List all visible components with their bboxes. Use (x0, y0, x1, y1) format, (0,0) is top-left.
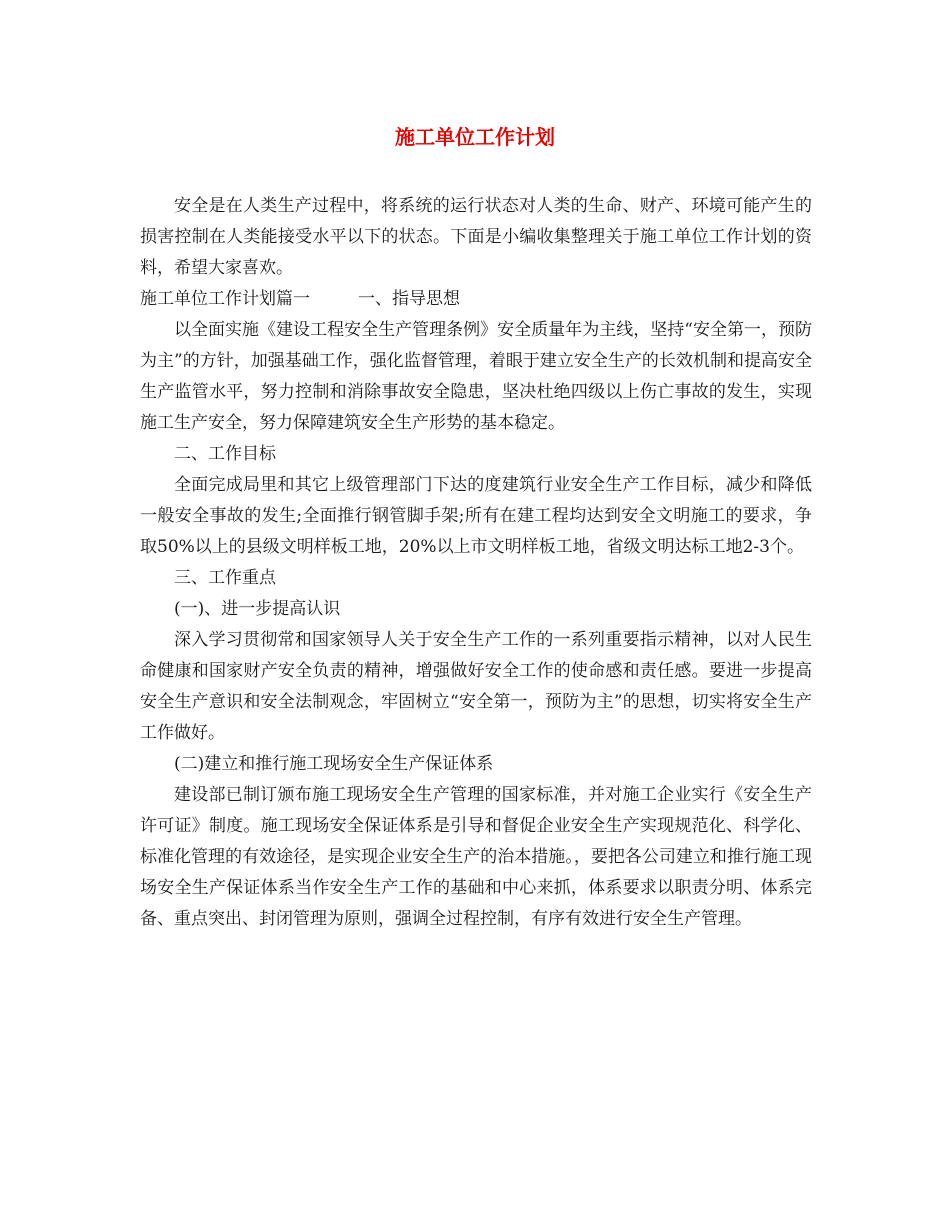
heading-work-goals: 二、工作目标 (174, 444, 276, 464)
paragraph-safety-system: 建设部已制订颁布施工现场安全生产管理的国家标准，并对施工企业实行《安全生产许可证》制度。施工现场安全保证体系是引导和督促企业安全生产实现规范化、科学化、标准化管理的有效途径，是实现企业安全生产的治本措施。，要把各公司建立和推行施工现场安全生产保证体系当作安全生产工作的基础和中心来抓，体系要求以职责分明、体系完备、重点突出、封闭管理为原则，强调全过程控制，有序有效进行安全生产管理。 (140, 785, 812, 929)
heading-work-focus: 三、工作重点 (174, 568, 276, 588)
heading-guiding-ideology: 一、指导思想 (358, 289, 460, 309)
paragraph-work-goals: 全面完成局里和其它上级管理部门下达的度建筑行业安全生产工作目标，减少和降低一般安全事故的发生;全面推行钢管脚手架;所有在建工程均达到安全文明施工的要求，争取50%以上的县级文明样板工地，20%以上市文明样板工地，省级文明达标工地2-3个。 (140, 475, 812, 557)
intro-paragraph: 安全是在人类生产过程中，将系统的运行状态对人类的生命、财产、环境可能产生的损害控制在人类能接受水平以下的状态。下面是小编收集整理关于施工单位工作计划的资料，希望大家喜欢。 (140, 196, 812, 278)
section-label: 施工单位工作计划篇一 (140, 289, 310, 309)
document-body (140, 191, 812, 935)
subheading-raise-awareness: (一)、进一步提高认识 (174, 599, 341, 619)
section-line (140, 284, 812, 315)
paragraph-raise-awareness: 深入学习贯彻常和国家领导人关于安全生产工作的一系列重要指示精神，以对人民生命健康和国家财产安全负责的精神，增强做好安全工作的使命感和责任感。要进一步提高安全生产意识和安全法制观念，牢固树立“安全第一，预防为主”的思想，切实将安全生产工作做好。 (140, 630, 812, 743)
paragraph-guiding-ideology: 以全面实施《建设工程安全生产管理条例》安全质量年为主线，坚持“安全第一，预防为主”的方针，加强基础工作，强化监督管理，着眼于建立安全生产的长效机制和提高安全生产监管水平，努力控制和消除事故安全隐患，坚决杜绝四级以上伤亡事故的发生，实现施工生产安全，努力保障建筑安全生产形势的基本稳定。 (140, 320, 812, 433)
document-title: 施工单位工作计划 (395, 125, 555, 149)
subheading-safety-system: (二)建立和推行施工现场安全生产保证体系 (174, 754, 494, 774)
